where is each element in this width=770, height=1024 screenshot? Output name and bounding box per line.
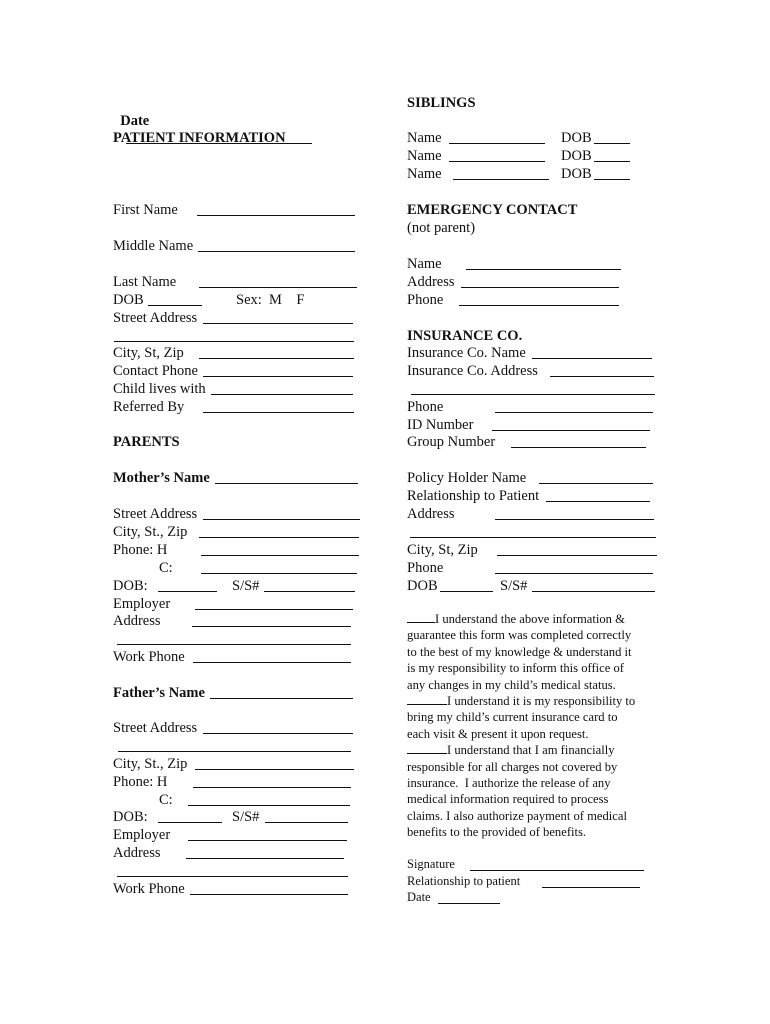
parents-heading: PARENTS (113, 434, 180, 450)
father-street-line[interactable] (203, 733, 353, 734)
father-name-label: Father’s Name (113, 685, 205, 701)
sig-relationship-label: Relationship to patient (407, 874, 521, 888)
mother-phone-c-line[interactable] (201, 573, 357, 574)
father-work-phone-line[interactable] (190, 894, 348, 895)
father-address-line-2[interactable] (117, 876, 348, 877)
sibling-2-dob-line[interactable] (594, 161, 630, 162)
father-street-label: Street Address (113, 720, 198, 736)
mother-phone-h-line[interactable] (201, 555, 359, 556)
insurance-group-line[interactable] (511, 447, 646, 448)
middle-name-line[interactable] (198, 251, 355, 252)
policy-address-label: Address (407, 506, 455, 522)
street-line[interactable] (203, 323, 353, 324)
mother-work-phone-label: Work Phone (113, 649, 185, 665)
emergency-subheading: (not parent) (407, 220, 476, 236)
sibling-1-name-line[interactable] (449, 143, 545, 144)
mother-name-label: Mother’s Name (113, 470, 210, 486)
referred-by-line[interactable] (203, 412, 354, 413)
sibling-2-dob-label: DOB (561, 148, 592, 164)
patient-dob-label: DOB (113, 292, 144, 308)
insurance-name-line[interactable] (532, 358, 652, 359)
policy-phone-label: Phone (407, 560, 444, 576)
first-name-label: First Name (113, 202, 178, 218)
sibling-3-dob-label: DOB (561, 166, 592, 182)
father-ss-label: S/S# (232, 809, 260, 825)
insurance-heading: INSURANCE CO. (407, 328, 523, 344)
insurance-address-line-2[interactable] (411, 394, 655, 395)
father-name-line[interactable] (210, 698, 353, 699)
contact-phone-label: Contact Phone (113, 363, 198, 379)
relationship-to-patient-line[interactable] (546, 501, 650, 502)
mother-phone-c-label: C: (159, 560, 173, 576)
insurance-phone-label: Phone (407, 399, 444, 415)
policy-phone-line[interactable] (495, 573, 653, 574)
sig-date-line[interactable] (438, 903, 500, 904)
insurance-id-label: ID Number (407, 417, 474, 433)
mother-dob-line[interactable] (158, 591, 217, 592)
father-city-label: City, St., Zip (113, 756, 188, 772)
policy-address-line[interactable] (495, 519, 654, 520)
agreement-text: I understand the above information & guarantee this form was completed correctly to the best of my knowledge & understand it is my responsibility to inform this office of any changes in my child’s medical status. I understand it is my responsibility to bring my child’s current insurance card to each visit & present it upon request. I understand that I am financially responsible for all charges not covered by insurance. I authorize the release of any medical information required to process claims. I also authorize payment of medical benefits to the provided of benefits. (407, 611, 659, 841)
father-ss-line[interactable] (265, 822, 348, 823)
emergency-name-label: Name (407, 256, 442, 272)
agreement-2: I understand it is my responsibility to (407, 693, 659, 709)
father-phone-c-line[interactable] (188, 805, 350, 806)
sibling-2-name-line[interactable] (449, 161, 545, 162)
father-employer-line[interactable] (188, 840, 347, 841)
mother-address-line[interactable] (192, 626, 351, 627)
emergency-name-line[interactable] (466, 269, 621, 270)
policy-ss-line[interactable] (532, 591, 655, 592)
city-label: City, St, Zip (113, 345, 184, 361)
father-city-line[interactable] (195, 769, 354, 770)
sex-label[interactable]: Sex: M F (236, 292, 305, 308)
agreement-3-initial-line[interactable] (407, 742, 447, 754)
agreement-3: I understand that I am financially (407, 742, 659, 758)
child-lives-line[interactable] (211, 394, 353, 395)
policy-city-line[interactable] (497, 555, 657, 556)
mother-work-phone-line[interactable] (193, 662, 351, 663)
street-label: Street Address (113, 310, 198, 326)
last-name-label: Last Name (113, 274, 177, 290)
mother-address-line-2[interactable] (117, 644, 351, 645)
sibling-2-name-label: Name (407, 148, 442, 164)
agreement-1: I understand the above information & (407, 611, 659, 627)
policy-ss-label: S/S# (500, 578, 528, 594)
mother-dob-label: DOB: (113, 578, 148, 594)
mother-employer-label: Employer (113, 596, 171, 612)
insurance-phone-line[interactable] (495, 412, 653, 413)
middle-name-field (113, 237, 193, 255)
sig-date-label: Date (407, 890, 431, 904)
policy-holder-label: Policy Holder Name (407, 470, 527, 486)
emergency-address-line[interactable] (461, 287, 619, 288)
city-line[interactable] (199, 358, 354, 359)
mother-ss-line[interactable] (264, 591, 355, 592)
first-name-line[interactable] (197, 215, 355, 216)
contact-phone-line[interactable] (203, 376, 353, 377)
signature-line[interactable] (470, 870, 644, 871)
mother-street-label: Street Address (113, 506, 198, 522)
mother-address-label: Address (113, 613, 161, 629)
siblings-heading: SIBLINGS (407, 95, 476, 111)
last-name-line[interactable] (199, 287, 357, 288)
mother-name-line[interactable] (215, 483, 358, 484)
agreement-2-initial-line[interactable] (407, 693, 447, 705)
agreement-1-initial-line[interactable] (407, 611, 435, 623)
sibling-1-dob-label: DOB (561, 130, 592, 146)
insurance-address-label: Insurance Co. Address (407, 363, 538, 379)
patient-info-heading: PATIENT INFORMATION (113, 130, 286, 146)
mother-ss-label: S/S# (232, 578, 260, 594)
policy-holder-line[interactable] (539, 483, 653, 484)
father-street-line-2[interactable] (118, 751, 351, 752)
mother-city-label: City, St., Zip (113, 524, 188, 540)
father-phone-h-line[interactable] (193, 787, 351, 788)
policy-dob-label: DOB (407, 578, 438, 594)
policy-city-label: City, St, Zip (407, 542, 478, 558)
child-lives-label: Child lives with (113, 381, 206, 397)
father-dob-line[interactable] (158, 822, 222, 823)
sibling-3-dob-line[interactable] (594, 179, 630, 180)
signature-label: Signature (407, 857, 455, 871)
insurance-name-label: Insurance Co. Name (407, 345, 526, 361)
patient-dob-line[interactable] (148, 305, 202, 306)
first-name-field (113, 201, 178, 219)
father-dob-label: DOB: (113, 809, 148, 825)
last-name-field (113, 273, 176, 291)
referred-by-label: Referred By (113, 399, 185, 415)
emergency-heading: EMERGENCY CONTACT (407, 202, 578, 218)
insurance-group-label: Group Number (407, 434, 496, 450)
policy-address-line-2[interactable] (410, 537, 656, 538)
middle-name-label: Middle Name (113, 238, 194, 254)
sibling-3-name-label: Name (407, 166, 442, 182)
father-employer-label: Employer (113, 827, 171, 843)
emergency-phone-label: Phone (407, 292, 444, 308)
father-work-phone-label: Work Phone (113, 881, 185, 897)
emergency-address-label: Address (407, 274, 455, 290)
father-phone-h-label: Phone: H (113, 774, 168, 790)
relationship-to-patient-label: Relationship to Patient (407, 488, 540, 504)
mother-phone-h-label: Phone: H (113, 542, 168, 558)
insurance-address-line[interactable] (550, 376, 654, 377)
emergency-phone-line[interactable] (459, 305, 619, 306)
sibling-3-name-line[interactable] (453, 179, 549, 180)
mother-street-line[interactable] (203, 519, 360, 520)
mother-employer-line[interactable] (195, 609, 353, 610)
street-line-2[interactable] (114, 341, 354, 342)
sibling-1-dob-line[interactable] (594, 143, 630, 144)
insurance-id-line[interactable] (492, 430, 650, 431)
father-phone-c-label: C: (159, 792, 173, 808)
father-address-line[interactable] (186, 858, 344, 859)
policy-dob-line[interactable] (440, 591, 493, 592)
sibling-1-name-label: Name (407, 130, 442, 146)
date-label: Date (120, 113, 150, 129)
father-address-label: Address (113, 845, 161, 861)
mother-city-line[interactable] (199, 537, 359, 538)
sig-relationship-line[interactable] (542, 887, 640, 888)
